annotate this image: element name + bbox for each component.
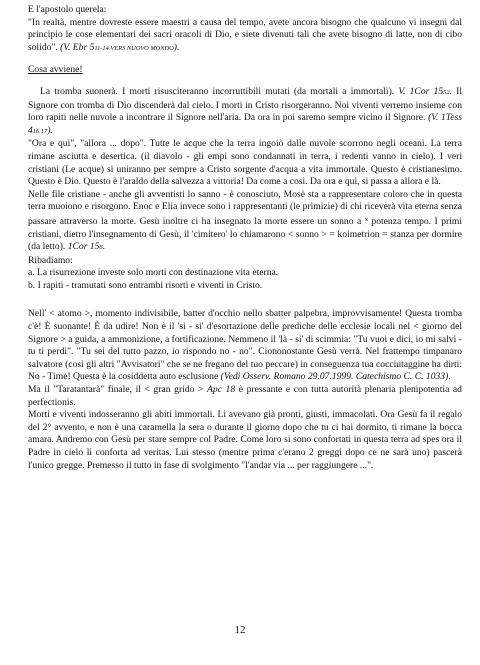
osservatore-reference-end: . <box>448 371 451 383</box>
paragraph-taratantara <box>28 384 462 409</box>
corinthians-reference: V. 1Cor 15 <box>398 85 444 97</box>
paragraph-atom <box>28 308 462 384</box>
atom-text-a: Nell' < atomo >, momento indivisibile, batter d'occhio nello sbatter palpebra, improvvisamente! Questa tromba c'è! È suonante! È da udire! Non è il 'si - si' d'esortazione delle prediche delle ecclesie locali nel < giorno del Signore > a guida, a ammonizione, a fortificazione. Nemmeno il 'là - si' di scimmia: "Tu vuoi e dici, io mi salvi - tu ti perdi". "Tu sei del tutto pazzo, io rispondo no - no". Ciononostante Gesù verrà. Nel frattempo timpanaro salvatore (così gli altri "Avvisatori" che se ne fregano del tuo peccare) in conseguenza tua cocciutaggine ha dirti: No - Time! Questa è la cosiddetta auto esclusione <box>28 308 462 383</box>
paragraph-hebrews-quote <box>28 17 462 56</box>
hebrews-reference-end: ). <box>173 41 180 53</box>
page-body <box>28 4 462 472</box>
corinthians-reference-verse: 52 <box>443 88 450 96</box>
osservatore-reference: (Vedi Osserv. Romano 29.07.1999. Catechismo C. C. 1033) <box>220 371 449 383</box>
list-item-a: a. La risurrezione investe solo morti con destinazione vita eterna. <box>28 267 279 279</box>
taratantara-text-b: è pressante e con tutta autorità plenaria plenipotentia ad perfectionis. <box>28 384 462 408</box>
page-number: 12 <box>234 624 246 636</box>
paragraph-immortal-garments: Morti e viventi indosseranno gli abiti immortali. Li avevano già pronti, giusti, immacolati. Ora Gesù fa il regalo del 2° avvento, e non è una caramella la sera o durante il giorno dopo che tu ci hai dormito, ti rimane la bocca amara. Andremo con Gesù per stare sempre col Padre. Come loro si sono confortati in questa terra ad spes ora il Padre in cielo li conforta ad veritas. Lui stesso (mentre prima c'erano 2 greggi dopo ce ne sarà uno) pascerà l'unico gregge. Premesso il tutto in fase di svolgimento "l'andar via ... per raggiungere ...". <box>28 409 462 471</box>
apocalypse-reference: Apc 18 <box>207 384 236 396</box>
hebrews-reference: (V. Ebr 5 <box>60 41 95 53</box>
thessalonians-reference-verses: 16.17 <box>32 127 48 135</box>
corinthians-reference-2-end: . <box>102 241 106 253</box>
moses-text-b: potenza tempo. I primi cristiani, dietro l'insegnamento di Gesù, il 'cimitero' lo chiamarono < sonno > = koimetrion = stanza per dormire (da letto). <box>28 215 462 253</box>
hebrews-quote-text: "In realtà, mentre dovreste essere maestri a causa del tempo, avete ancora bisogno che qualcuno vi insegni dal principio le cose elementari dei sacri oracoli di Dio, e siete divenuti tali che avete bisogno di latte, non di cibo solido". <box>28 16 462 53</box>
corinthians-reference-2-verse: 6 <box>99 244 103 252</box>
intro-line: E l'apostolo querela: <box>28 4 107 15</box>
taratantara-text-a: Ma il "Taratantarà" finale, il < gran grido > <box>28 384 208 396</box>
list-item-b: b. I rapiti - tramutati sono entrambi risorti e viventi in Cristo. <box>28 279 263 291</box>
section-heading: Cosa avviene! <box>28 64 83 76</box>
power-superscript: x <box>364 215 368 223</box>
thessalonians-reference-end: ). <box>47 124 53 136</box>
paragraph-trumpet <box>28 86 462 138</box>
corinthians-reference-2: 1Cor 15 <box>67 241 100 253</box>
trumpet-text-a: La tromba suonerà. I morti risusciteranno incorruttibili mutati (da mortali a immortali). <box>40 85 399 97</box>
paragraph-moses <box>28 189 462 255</box>
moses-text-a: Nelle file cristiane - anche gli avventisti lo sanno - è conosciuto, Mosè sta a rappresentare coloro che in questa terra muoiono e risorgono. Enoc e Elia invece sono i rappresentanti (le primizie) di chi riceverà vita eterna senza passare attraverso la morte. Gesù inoltre ci ha insegnato la morte essere un sonno a <box>28 188 462 227</box>
paragraph-waters: "Ora e qui", "allora ... dopo". Tutte le acque che la terra ingoiò dalle nuvole scorrono negli oceani. La terra rimane asciutta e desertica. (il diavolo - gli empi sono condannati in terra, i redenti vanno in cielo). I veri cristiani (Le acque) si uniranno per sempre a Cristo sorgente d'acqua a vita immortale. Questo è cristianesimo. Questo è Dio. Questo è l'araldo della salvezza a vittoria! Da come a così. Da ora e qui, si passa a allora e là. <box>28 138 462 188</box>
hebrews-reference-verses: 11-14 VERS NUOVO MONDO <box>94 44 174 52</box>
thessalonians-reference: (V. 1Tess 4 <box>28 112 462 136</box>
restatement-label: Ribadiamo: <box>28 254 73 266</box>
trumpet-text-b: . Il Signore con tromba di Dio discenderà dal cielo. I morti in Cristo risorgeranno. Noi viventi verremo insieme con loro rapiti nelle nuvole a incontrare il Signore nell'aria. Da ora in poi saremo sempre vicino il Signore. <box>28 85 462 124</box>
